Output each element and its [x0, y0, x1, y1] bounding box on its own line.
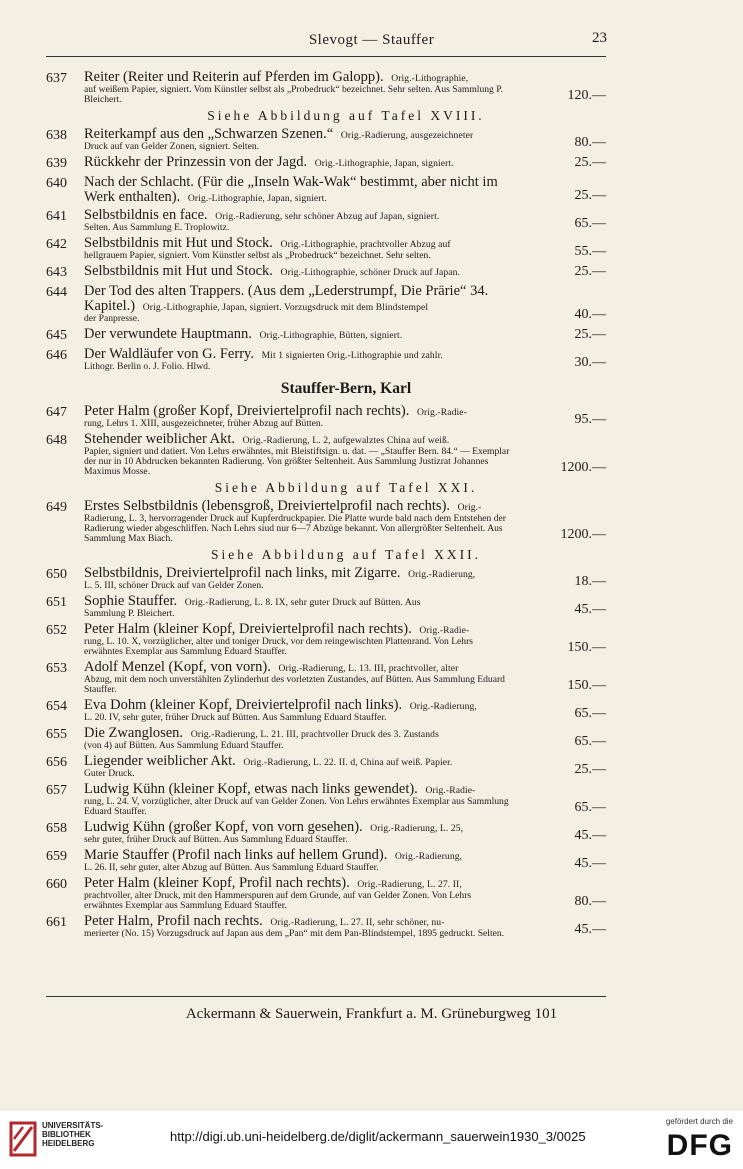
catalog-entry	[46, 782, 606, 817]
entry-technique: Orig.-Radierung,	[394, 851, 463, 862]
catalog-entry	[46, 155, 606, 172]
catalog-entry	[46, 848, 606, 873]
lot-price: 1200.—	[560, 527, 606, 542]
catalog-entry	[46, 566, 606, 591]
lot-number: 647	[46, 405, 67, 420]
entry-title: Die Zwanglosen.	[84, 725, 184, 741]
plate-reference: Siehe Abbildung auf Tafel XXI.	[214, 480, 478, 495]
plate-reference: Siehe Abbildung auf Tafel XXII.	[211, 547, 481, 562]
entry-body	[84, 404, 512, 429]
entry-title-line	[84, 820, 512, 835]
header-title: Slevogt — Stauffer	[308, 32, 435, 48]
entry-technique: Orig.-Radie-	[419, 625, 470, 636]
lot-price: 45.—	[574, 602, 606, 617]
entry-title: Peter Halm (kleiner Kopf, Profil nach rechts).	[84, 875, 350, 891]
lot-number: 651	[46, 595, 67, 610]
entry-description: auf weißem Papier, signiert. Vom Künstler selbst als „Probedruck“ bezeichnet. Sehr selten. Aus Sammlung P. Bleichert.	[84, 84, 503, 105]
entry-body	[84, 70, 512, 105]
entry-description: hellgrauem Papier, signiert. Vom Künstler selbst als „Probedruck“ bezeichnet. Sehr selten.	[84, 250, 431, 261]
entry-title: Selbstbildnis mit Hut und Stock.	[84, 235, 273, 251]
lot-price: 95.—	[574, 412, 606, 427]
entry-title: Peter Halm (kleiner Kopf, Dreiviertelprofil nach rechts).	[84, 621, 412, 637]
entry-title: Peter Halm (großer Kopf, Dreiviertelprofil nach rechts).	[84, 403, 410, 419]
entry-body	[84, 876, 512, 911]
entry-title: Liegender weiblicher Akt.	[84, 753, 236, 769]
catalog-entry	[46, 432, 606, 477]
entry-description: merierter (No. 15) Vorzugsdruck auf Japan aus dem „Pan“ mit dem Pan-Blindstempel, 1895 gedruckt. Selten.	[84, 928, 505, 939]
entry-body	[84, 208, 512, 233]
catalog-entry	[46, 594, 606, 619]
entry-description: prachtvoller, alter Druck, mit den Hammerspuren auf dem Grunde, auf van Gelder Zonen. Von Lehrs erwähntes Exemplar aus Sammlung Eduard Stauffer.	[84, 890, 472, 911]
publisher-footer: Ackermann & Sauerwein, Frankfurt a. M. Grüneburgweg 101	[185, 1006, 558, 1022]
lot-price: 65.—	[574, 734, 606, 749]
lot-number: 646	[46, 348, 67, 363]
entry-technique: Orig.-Radie-	[416, 407, 467, 418]
entry-technique: Orig.-Radierung, L. 25,	[370, 823, 464, 834]
entry-technique: Orig.-Radie-	[425, 785, 476, 796]
slevogt-entries	[46, 70, 606, 372]
entry-title-line	[84, 236, 512, 251]
library-name-line: BIBLIOTHEK	[42, 1130, 91, 1139]
entry-title-line	[84, 264, 512, 279]
entry-technique: Orig.-Radierung, L. 27. II, sehr schöner, nu-	[270, 917, 445, 928]
entry-description: Sammlung P. Bleichert.	[84, 608, 175, 619]
catalog-entry	[46, 876, 606, 911]
lot-price: 45.—	[574, 922, 606, 937]
entry-technique: Orig.-Lithographie, Japan, signiert. Vorzugsdruck mit dem Blindstempel	[142, 302, 429, 313]
entry-body	[84, 155, 512, 172]
entry-body	[84, 726, 512, 751]
entry-title: Erstes Selbstbildnis (lebensgroß, Dreiviertelprofil nach rechts).	[84, 498, 451, 514]
entry-body	[84, 698, 512, 723]
entry-technique: Orig.-Lithographie, Bütten, signiert.	[259, 330, 403, 341]
entry-title: Selbstbildnis en face.	[84, 207, 208, 223]
entry-body	[84, 660, 512, 695]
running-header	[0, 28, 743, 52]
lot-number: 639	[46, 156, 67, 171]
lot-price: 120.—	[567, 88, 606, 103]
catalog-entry	[46, 236, 606, 261]
entry-title-line	[84, 914, 512, 929]
lot-number: 657	[46, 783, 67, 798]
lot-price: 65.—	[574, 800, 606, 815]
lot-number: 640	[46, 176, 67, 191]
entry-description: Guter Druck.	[84, 768, 135, 779]
entry-title-line	[84, 782, 512, 797]
entry-title: Adolf Menzel (Kopf, von vorn).	[84, 659, 271, 675]
lot-number: 658	[46, 821, 67, 836]
plate-reference: Siehe Abbildung auf Tafel XVIII.	[207, 108, 485, 123]
entry-title: Rückkehr der Prinzessin von der Jagd.	[84, 154, 308, 170]
entry-title: Reiterkampf aus den „Schwarzen Szenen.“	[84, 126, 334, 142]
lot-number: 661	[46, 915, 67, 930]
source-url-link[interactable]: http://digi.ub.uni-heidelberg.de/diglit/ackermann_sauerwein1930_3/0025	[170, 1129, 586, 1144]
entry-title: Nach der Schlacht. (Für die „Inseln Wak-Wak“ bestimmt, aber nicht im Werk enthalten).	[84, 174, 498, 205]
entry-technique: Orig.-Lithographie, Japan, signiert.	[314, 158, 454, 169]
entry-title: Ludwig Kühn (großer Kopf, von vorn gesehen).	[84, 819, 363, 835]
dfg-logo[interactable]: DFG	[666, 1129, 733, 1162]
entry-body	[84, 754, 512, 779]
entry-technique: Orig.-Lithographie, prachtvoller Abzug auf	[280, 239, 451, 250]
lot-number: 660	[46, 877, 67, 892]
entry-description: (von 4) auf Bütten. Aus Sammlung Eduard Stauffer.	[84, 740, 284, 751]
lot-number: 648	[46, 433, 67, 448]
entry-body	[84, 820, 512, 845]
catalog-entries	[46, 70, 606, 942]
entry-title-line	[84, 726, 512, 741]
entry-technique: Mit 1 signierten Orig.-Lithographie und zahlr.	[261, 350, 443, 361]
catalog-entry	[46, 404, 606, 429]
lot-price: 25.—	[574, 155, 606, 170]
entry-body	[84, 127, 512, 152]
catalog-entry	[46, 347, 606, 372]
library-name	[42, 1121, 103, 1148]
entry-title-line	[84, 698, 512, 713]
lot-price: 150.—	[567, 640, 606, 655]
entry-technique: Orig.-	[457, 502, 482, 513]
entry-body	[84, 499, 512, 544]
lot-price: 55.—	[574, 244, 606, 259]
lot-number: 641	[46, 209, 67, 224]
library-name-line: HEIDELBERG	[42, 1139, 95, 1148]
catalog-entry	[46, 127, 606, 152]
lot-price: 25.—	[574, 188, 606, 203]
entry-title-line	[84, 127, 512, 142]
catalog-entry	[46, 698, 606, 723]
entry-body	[84, 566, 512, 591]
entry-body	[84, 848, 512, 873]
entry-title-line	[84, 754, 512, 769]
entry-technique: Orig.-Radierung, L. 22. II. d, China auf weiß. Papier.	[243, 757, 453, 768]
entry-body	[84, 175, 512, 205]
entry-technique: Orig.-Radierung, L. 21. III, prachtvoller Druck des 3. Zustands	[190, 729, 439, 740]
catalog-entry	[46, 726, 606, 751]
entry-title: Ludwig Kühn (kleiner Kopf, etwas nach links gewendet).	[84, 781, 418, 797]
library-name-line: UNIVERSITÄTS-	[42, 1121, 104, 1130]
entry-description: rung, Lehrs 1. XIII, ausgezeichneter, früher Abzug auf Bütten.	[84, 418, 324, 429]
entry-title: Peter Halm, Profil nach rechts.	[84, 913, 263, 929]
entry-description: Druck auf van Gelder Zonen, signiert. Selten.	[84, 141, 260, 152]
footer-rule	[46, 996, 606, 997]
entry-description: Abzug, mit dem noch unverstählten Zylinderhut des vorletzten Zustandes, auf Bütten. Aus Sammlung Eduard Stauffer.	[84, 674, 505, 695]
lot-price: 18.—	[574, 574, 606, 589]
lot-price: 150.—	[567, 678, 606, 693]
lot-number: 637	[46, 71, 67, 86]
entry-title: Der Tod des alten Trappers. (Aus dem „Lederstrumpf, Die Prärie“ 34. Kapitel.)	[84, 283, 489, 314]
funded-by-label: gefördert durch die	[665, 1117, 733, 1126]
entry-description: L. 26. II, sehr guter, alter Abzug auf Bütten. Aus Sammlung Eduard Stauffer.	[84, 862, 379, 873]
entry-title-line	[84, 622, 512, 637]
lot-price: 25.—	[574, 264, 606, 279]
entry-body	[84, 347, 512, 372]
catalog-entry	[46, 914, 606, 939]
entry-body	[84, 594, 512, 619]
entry-title: Selbstbildnis mit Hut und Stock.	[84, 263, 273, 279]
entry-technique: Orig.-Radierung, L. 27. II,	[357, 879, 462, 890]
entry-description: Lithogr. Berlin o. J. Folio. Hlwd.	[84, 361, 211, 372]
entry-technique: Orig.-Lithographie,	[391, 73, 469, 84]
entry-title-line	[84, 404, 512, 419]
lot-price: 25.—	[574, 327, 606, 342]
lot-price: 65.—	[574, 706, 606, 721]
lot-number: 642	[46, 237, 67, 252]
entry-description: L. 20. IV, sehr guter, früher Druck auf Bütten. Aus Sammlung Eduard Stauffer.	[84, 712, 387, 723]
entry-technique: Orig.-Radierung,	[408, 569, 476, 580]
catalog-entry	[46, 327, 606, 344]
lot-price: 25.—	[574, 762, 606, 777]
entry-body	[84, 432, 512, 477]
entry-title: Selbstbildnis, Dreiviertelprofil nach links, mit Zigarre.	[84, 565, 401, 581]
entry-description: sehr guter, früher Druck auf Bütten. Aus Sammlung Eduard Stauffer.	[84, 834, 348, 845]
lot-number: 654	[46, 699, 67, 714]
entry-body	[84, 782, 512, 817]
entry-technique: Orig.-Radierung,	[409, 701, 477, 712]
lot-number: 650	[46, 567, 67, 582]
catalog-entry	[46, 820, 606, 845]
catalog-entry	[46, 175, 606, 205]
entry-title-line	[84, 284, 512, 314]
entry-title-line	[84, 347, 512, 362]
section-heading: Stauffer-Bern, Karl	[280, 380, 412, 397]
entry-description: L. 5. III, schöner Druck auf van Gelder Zonen.	[84, 580, 264, 591]
entry-description: der Panpresse.	[84, 313, 140, 324]
entry-title: Reiter (Reiter und Reiterin auf Pferden im Galopp).	[84, 69, 384, 85]
university-library-logo-icon[interactable]	[8, 1121, 38, 1157]
entry-title: Eva Dohm (kleiner Kopf, Dreiviertelprofil nach links).	[84, 697, 403, 713]
catalog-entry	[46, 499, 606, 544]
entry-technique: Orig.-Radierung, L. 13. III, prachtvoller, alter	[278, 663, 459, 674]
entry-body	[84, 914, 512, 939]
page-number: 23	[592, 30, 607, 46]
entry-technique: Orig.-Radierung, sehr schöner Abzug auf Japan, signiert.	[215, 211, 440, 222]
entry-title-line	[84, 327, 512, 342]
lot-price: 45.—	[574, 828, 606, 843]
entry-description: rung, L. 24. V, vorzüglicher, alter Druck auf van Gelder Zonen. Von Lehrs erwähntes Exemplar aus Sammlung Eduard Stauffer.	[84, 796, 509, 817]
entry-title-line	[84, 876, 512, 891]
entry-title-line	[84, 848, 512, 863]
entry-title: Der Waldläufer von G. Ferry.	[84, 346, 254, 362]
entry-technique: Orig.-Radierung, L. 2, aufgewalztes China auf weiß.	[242, 435, 450, 446]
entry-technique: Orig.-Radierung, ausgezeichneter	[340, 130, 474, 141]
lot-price: 80.—	[574, 135, 606, 150]
header-rule	[46, 56, 606, 57]
entry-technique: Orig.-Lithographie, Japan, signiert.	[187, 193, 327, 204]
lot-number: 653	[46, 661, 67, 676]
entry-description: Selten. Aus Sammlung E. Troplowitz.	[84, 222, 230, 233]
catalog-entry	[46, 208, 606, 233]
entry-body	[84, 327, 512, 344]
entry-title-line	[84, 175, 512, 205]
entry-description: rung, L. 10. X, vorzüglicher, alter und toniger Druck, vor dem reingewischten Plattenrand. Von Lehrs erwähntes Exemplar aus Sammlung Eduard Stauffer.	[84, 636, 474, 657]
entry-technique: Orig.-Radierung, L. 8. IX, sehr guter Druck auf Bütten. Aus	[184, 597, 421, 608]
lot-number: 638	[46, 128, 67, 143]
lot-number: 643	[46, 265, 67, 280]
entry-body	[84, 264, 512, 281]
entry-title-line	[84, 566, 512, 581]
entry-title: Marie Stauffer (Profil nach links auf hellem Grund).	[84, 847, 388, 863]
catalog-entry	[46, 622, 606, 657]
library-bar	[0, 1111, 743, 1169]
entry-body	[84, 622, 512, 657]
entry-body	[84, 284, 512, 324]
stauffer-entries	[46, 404, 606, 939]
lot-price: 30.—	[574, 355, 606, 370]
entry-description: Papier, signiert und datiert. Von Lehrs erwähntes, mit Bleistiftsign. u. dat. — „Stauffer Bern. 84.“ — Exemplar der nur in 10 Abdrucken bekannten Radierung. Von größter Seltenheit. Aus Sammlung Justizrat Johannes Maximus Mosse.	[84, 446, 510, 477]
lot-number: 655	[46, 727, 67, 742]
lot-price: 65.—	[574, 216, 606, 231]
lot-price: 45.—	[574, 856, 606, 871]
lot-number: 656	[46, 755, 67, 770]
catalog-entry	[46, 284, 606, 324]
catalog-entry	[46, 754, 606, 779]
entry-title: Der verwundete Hauptmann.	[84, 326, 252, 342]
entry-body	[84, 236, 512, 261]
lot-number: 652	[46, 623, 67, 638]
entry-title: Sophie Stauffer.	[84, 593, 178, 609]
entry-title-line	[84, 70, 512, 85]
lot-number: 644	[46, 285, 67, 300]
lot-price: 80.—	[574, 894, 606, 909]
entry-title-line	[84, 208, 512, 223]
lot-number: 649	[46, 500, 67, 515]
entry-title-line	[84, 432, 512, 447]
catalog-entry	[46, 660, 606, 695]
entry-title-line	[84, 594, 512, 609]
entry-title: Stehender weiblicher Akt.	[84, 431, 235, 447]
lot-price: 1200.—	[560, 460, 606, 475]
entry-technique: Orig.-Lithographie, schöner Druck auf Japan.	[280, 267, 460, 278]
catalog-entry	[46, 264, 606, 281]
catalog-entry	[46, 70, 606, 105]
lot-price: 40.—	[574, 307, 606, 322]
lot-number: 659	[46, 849, 67, 864]
entry-title-line	[84, 155, 512, 170]
entry-title-line	[84, 499, 512, 514]
lot-number: 645	[46, 328, 67, 343]
entry-description: Radierung, L. 3, hervorragender Druck auf Kupferdruckpapier. Die Platte wurde bald nach dem Entstehen der Radierung wieder abgeschliffen. Nach Lehrs siud nur 6—7 Abzüge bekannt. Von allergrößter Seltenheit. Aus Sammlung Max Biach.	[84, 513, 506, 544]
entry-title-line	[84, 660, 512, 675]
